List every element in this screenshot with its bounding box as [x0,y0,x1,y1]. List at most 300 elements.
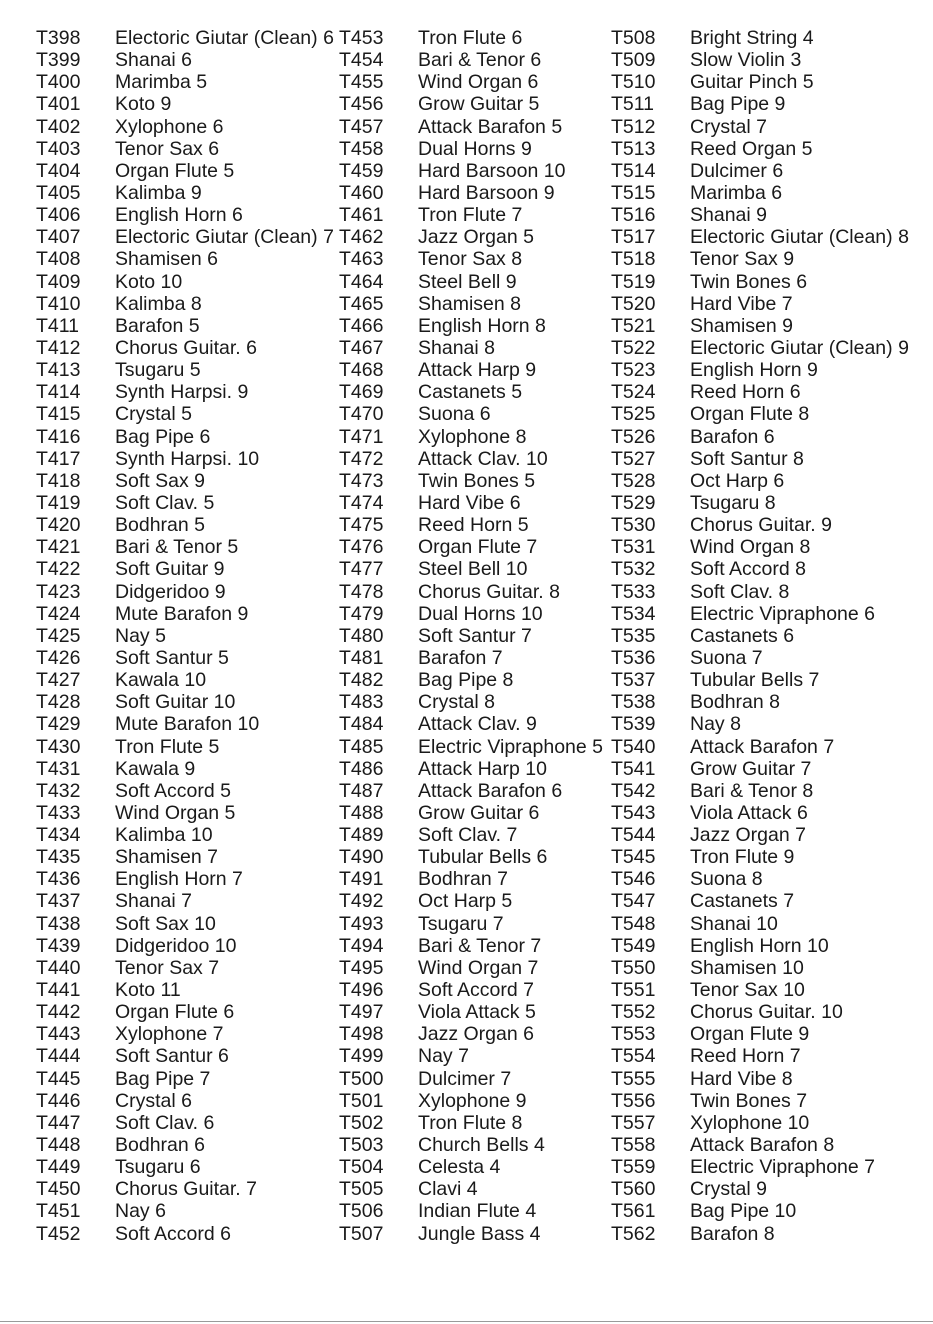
tone-name: Wind Organ 5 [115,801,236,824]
tone-number: T416 [36,425,81,448]
tone-number: T403 [36,137,81,160]
tone-number: T515 [611,181,656,204]
tone-name: Viola Attack 6 [690,801,808,824]
tone-name: Chorus Guitar. 10 [690,1001,843,1024]
tone-name: Bari & Tenor 6 [418,49,542,72]
tone-number: T545 [611,846,656,869]
tone-name: Organ Flute 5 [115,159,235,182]
tone-number: T517 [611,226,656,249]
tone-number: T456 [339,93,384,116]
tone-number: T522 [611,336,656,359]
tone-name: Attack Barafon 5 [418,115,563,138]
tone-number: T432 [36,779,81,802]
tone-name: Tsugaru 8 [690,491,776,514]
tone-number: T558 [611,1134,656,1157]
tone-number: T490 [339,846,384,869]
tone-name: Steel Bell 9 [418,270,517,293]
tone-number: T446 [36,1089,81,1112]
tone-name: Tron Flute 6 [418,27,523,49]
tone-number: T519 [611,270,656,293]
tone-number: T423 [36,580,81,603]
tone-name: Jazz Organ 5 [418,226,534,249]
tone-number: T497 [339,1001,384,1024]
tone-name: Kalimba 10 [115,824,213,847]
tone-name: Soft Guitar 9 [115,558,225,581]
tone-number: T560 [611,1178,656,1201]
tone-name: Wind Organ 8 [690,536,811,559]
tone-number: T439 [36,934,81,957]
tone-number: T453 [339,27,384,49]
tone-name: Jungle Bass 4 [418,1222,541,1245]
tone-name: Jazz Organ 7 [690,824,806,847]
tone-number: T506 [339,1200,384,1223]
tone-name: Shamisen 9 [690,314,793,337]
tone-name: Barafon 8 [690,1222,775,1245]
tone-name: Steel Bell 10 [418,558,528,581]
tone-number: T507 [339,1222,384,1245]
tone-number: T418 [36,469,81,492]
tone-name: Tsugaru 5 [115,359,201,382]
tone-number: T457 [339,115,384,138]
tone-number: T475 [339,514,384,537]
tone-name: Soft Sax 10 [115,912,216,935]
tone-number: T510 [611,71,656,94]
tone-name: Bari & Tenor 8 [690,779,814,802]
tone-number: T494 [339,934,384,957]
tone-number: T480 [339,624,384,647]
tone-name: Electoric Giutar (Clean) 6 [115,27,334,49]
tone-number: T441 [36,979,81,1002]
tone-name: Twin Bones 6 [690,270,808,293]
tone-name: Soft Clav. 6 [115,1111,215,1134]
tone-number: T547 [611,890,656,913]
tone-number: T437 [36,890,81,913]
tone-name: Chorus Guitar. 8 [418,580,560,603]
tone-number: T553 [611,1023,656,1046]
tone-number: T536 [611,646,656,669]
tone-number: T406 [36,204,81,227]
tone-number: T542 [611,779,656,802]
tone-name: Crystal 6 [115,1089,192,1112]
tone-name: Soft Sax 9 [115,469,205,492]
tone-number: T561 [611,1200,656,1223]
tone-name: Hard Vibe 8 [690,1067,793,1090]
tone-name: Tron Flute 7 [418,204,523,227]
tone-number: T539 [611,713,656,736]
tone-name: Oct Harp 6 [690,469,785,492]
tone-name: English Horn 10 [690,934,829,957]
tone-name: Nay 5 [115,624,166,647]
tone-number: T478 [339,580,384,603]
tone-name: Xylophone 9 [418,1089,527,1112]
tone-number: T529 [611,491,656,514]
tone-number: T409 [36,270,81,293]
tone-name: Shanai 9 [690,204,767,227]
tone-number: T435 [36,846,81,869]
tone-name: Bag Pipe 8 [418,669,514,692]
tone-name: Shamisen 10 [690,956,804,979]
tone-number: T549 [611,934,656,957]
tone-name: Grow Guitar 5 [418,93,540,116]
tone-number: T464 [339,270,384,293]
tone-name: Xylophone 6 [115,115,224,138]
tone-name: Xylophone 8 [418,425,527,448]
tone-name: Guitar Pinch 5 [690,71,814,94]
tone-number: T511 [611,93,654,116]
tone-name: Organ Flute 7 [418,536,538,559]
tone-name: Tenor Sax 9 [690,248,795,271]
tone-name: Reed Horn 5 [418,514,529,537]
tone-number: T479 [339,602,384,625]
tone-name: Soft Accord 8 [690,558,806,581]
tone-name: Jazz Organ 6 [418,1023,534,1046]
tone-name: Soft Clav. 8 [690,580,790,603]
tone-number: T429 [36,713,81,736]
tone-number: T534 [611,602,656,625]
tone-number: T461 [339,204,384,227]
tone-name: English Horn 6 [115,204,243,227]
tone-name: Crystal 9 [690,1178,767,1201]
tone-number: T454 [339,49,384,72]
tone-number: T485 [339,735,384,758]
tone-number: T414 [36,381,81,404]
tone-number: T448 [36,1134,81,1157]
tone-name: Shamisen 6 [115,248,218,271]
tone-name: Indian Flute 4 [418,1200,537,1223]
tone-name: Celesta 4 [418,1156,501,1179]
tone-number: T399 [36,49,81,72]
tone-name: Attack Clav. 10 [418,447,548,470]
tone-name: Castanets 6 [690,624,795,647]
tone-name: Suona 7 [690,646,763,669]
tone-name: English Horn 8 [418,314,546,337]
tone-number: T400 [36,71,81,94]
tone-number: T550 [611,956,656,979]
tone-number: T562 [611,1222,656,1245]
tone-number: T535 [611,624,656,647]
tone-name: Viola Attack 5 [418,1001,536,1024]
tone-name: Church Bells 4 [418,1134,545,1157]
tone-name: Reed Organ 5 [690,137,813,160]
page-bottom-rule [0,1321,933,1322]
tone-name: Mute Barafon 9 [115,602,249,625]
tone-number: T546 [611,868,656,891]
tone-name: Soft Clav. 7 [418,824,518,847]
tone-name: Soft Clav. 5 [115,491,215,514]
tone-name: Hard Vibe 6 [418,491,521,514]
tone-number: T556 [611,1089,656,1112]
tone-name: Oct Harp 5 [418,890,513,913]
tone-name: Kawala 10 [115,669,207,692]
tone-name: Shanai 6 [115,49,192,72]
tone-name: Electoric Giutar (Clean) 7 [115,226,334,249]
tone-number: T428 [36,691,81,714]
tone-name: Twin Bones 5 [418,469,536,492]
tone-name: Barafon 5 [115,314,200,337]
tone-name: Marimba 6 [690,181,783,204]
tone-name: Tenor Sax 10 [690,979,805,1002]
tone-name: Bodhran 8 [690,691,780,714]
tone-number: T398 [36,27,81,49]
tone-number: T447 [36,1111,81,1134]
tone-name: Barafon 7 [418,646,503,669]
tone-name: Chorus Guitar. 9 [690,514,832,537]
tone-name: Soft Accord 5 [115,779,231,802]
tone-name: Bag Pipe 9 [690,93,786,116]
tone-number: T476 [339,536,384,559]
tone-number: T528 [611,469,656,492]
tone-number: T551 [611,979,656,1002]
tone-name: Suona 8 [690,868,763,891]
tone-name: Soft Accord 6 [115,1222,231,1245]
tone-name: Tsugaru 7 [418,912,504,935]
tone-number: T455 [339,71,384,94]
tone-name: Organ Flute 6 [115,1001,235,1024]
tone-name: Suona 6 [418,403,491,426]
tone-name: Electoric Giutar (Clean) 9 [690,336,909,359]
tone-number: T402 [36,115,81,138]
tone-name: Slow Violin 3 [690,49,802,72]
tone-name: Attack Harp 10 [418,757,547,780]
tone-number: T440 [36,956,81,979]
tone-name: Bag Pipe 6 [115,425,211,448]
tone-name: Kalimba 9 [115,181,202,204]
tone-name: Shanai 7 [115,890,192,913]
tone-number: T462 [339,226,384,249]
tone-number: T532 [611,558,656,581]
tone-number: T463 [339,248,384,271]
tone-number: T473 [339,469,384,492]
tone-name: Crystal 5 [115,403,192,426]
tone-name: Koto 11 [115,979,181,1002]
tone-number: T501 [339,1089,384,1112]
tone-number: T466 [339,314,384,337]
tone-name: Castanets 7 [690,890,795,913]
tone-name: Tron Flute 5 [115,735,220,758]
tone-number: T467 [339,336,384,359]
tone-number: T445 [36,1067,81,1090]
tone-number: T518 [611,248,656,271]
tone-number: T503 [339,1134,384,1157]
tone-name: Chorus Guitar. 6 [115,336,257,359]
tone-name: Wind Organ 7 [418,956,539,979]
tone-number: T419 [36,491,81,514]
tone-name: Mute Barafon 10 [115,713,260,736]
tone-number: T477 [339,558,384,581]
tone-number: T442 [36,1001,81,1024]
tone-name: Twin Bones 7 [690,1089,808,1112]
tone-name: Organ Flute 9 [690,1023,810,1046]
tone-number: T512 [611,115,656,138]
tone-number: T500 [339,1067,384,1090]
tone-number: T433 [36,801,81,824]
tone-name: Soft Guitar 10 [115,691,236,714]
tone-name: Koto 10 [115,270,183,293]
tone-name: Attack Barafon 7 [690,735,835,758]
tone-name: Soft Accord 7 [418,979,534,1002]
tone-number: T548 [611,912,656,935]
tone-number: T474 [339,491,384,514]
tone-name: Soft Santur 6 [115,1045,229,1068]
tone-name: Soft Santur 5 [115,646,229,669]
tone-name: Clavi 4 [418,1178,478,1201]
tone-name: Soft Santur 7 [418,624,532,647]
tone-number: T514 [611,159,656,182]
tone-number: T538 [611,691,656,714]
tone-name: Crystal 8 [418,691,495,714]
tone-number: T493 [339,912,384,935]
tone-name: Grow Guitar 6 [418,801,540,824]
tone-number: T486 [339,757,384,780]
tone-name: Attack Harp 9 [418,359,537,382]
tone-number: T413 [36,359,81,382]
tone-number: T509 [611,49,656,72]
tone-number: T450 [36,1178,81,1201]
tone-name: Barafon 6 [690,425,775,448]
tone-number: T449 [36,1156,81,1179]
tone-name: Nay 8 [690,713,741,736]
tone-number: T543 [611,801,656,824]
tone-name: Grow Guitar 7 [690,757,812,780]
tone-name: Electoric Giutar (Clean) 8 [690,226,909,249]
tone-name: Bright String 4 [690,27,814,49]
tone-name: Bodhran 7 [418,868,508,891]
tone-number: T452 [36,1222,81,1245]
tone-number: T443 [36,1023,81,1046]
tone-number: T405 [36,181,81,204]
tone-number: T422 [36,558,81,581]
tone-name: Bag Pipe 7 [115,1067,211,1090]
tone-number: T488 [339,801,384,824]
tone-name: Tubular Bells 7 [690,669,820,692]
tone-number: T444 [36,1045,81,1068]
tone-number: T438 [36,912,81,935]
tone-number: T470 [339,403,384,426]
tone-number: T502 [339,1111,384,1134]
tone-name: Tenor Sax 6 [115,137,220,160]
tone-number: T508 [611,27,656,49]
tone-number: T554 [611,1045,656,1068]
tone-name: Marimba 5 [115,71,208,94]
tone-number: T427 [36,669,81,692]
tone-name: Shanai 8 [418,336,495,359]
tone-number: T489 [339,824,384,847]
tone-name: Bodhran 5 [115,514,205,537]
tone-number: T411 [36,314,79,337]
tone-number: T424 [36,602,81,625]
tone-name: Synth Harpsi. 10 [115,447,260,470]
tone-name: Electric Vipraphone 6 [690,602,876,625]
tone-number: T526 [611,425,656,448]
tone-name: Didgeridoo 10 [115,934,237,957]
tone-number: T523 [611,359,656,382]
tone-number: T527 [611,447,656,470]
tone-name: Didgeridoo 9 [115,580,226,603]
tone-number: T530 [611,514,656,537]
tone-name: Tron Flute 8 [418,1111,523,1134]
tone-number: T525 [611,403,656,426]
tone-number: T555 [611,1067,656,1090]
tone-name: Attack Barafon 8 [690,1134,835,1157]
tone-name: Hard Vibe 7 [690,292,793,315]
tone-name: Hard Barsoon 10 [418,159,566,182]
tone-number: T552 [611,1001,656,1024]
tone-name: Wind Organ 6 [418,71,539,94]
tone-number: T484 [339,713,384,736]
tone-number: T410 [36,292,81,315]
tone-number: T496 [339,979,384,1002]
tone-name: Attack Clav. 9 [418,713,537,736]
tone-number: T459 [339,159,384,182]
tone-number: T481 [339,646,384,669]
tone-number: T401 [36,93,81,116]
tone-number: T492 [339,890,384,913]
tone-name: Dulcimer 7 [418,1067,512,1090]
tone-name: Crystal 7 [690,115,767,138]
tone-number: T407 [36,226,81,249]
tone-name: Kalimba 8 [115,292,202,315]
tone-name: Synth Harpsi. 9 [115,381,249,404]
tone-name: Bag Pipe 10 [690,1200,797,1223]
tone-number: T468 [339,359,384,382]
tone-number: T420 [36,514,81,537]
tone-name: Shamisen 8 [418,292,521,315]
tone-name: Tsugaru 6 [115,1156,201,1179]
tone-name: Reed Horn 6 [690,381,801,404]
tone-number: T521 [611,314,656,337]
tone-number: T465 [339,292,384,315]
tone-number: T533 [611,580,656,603]
tone-number: T487 [339,779,384,802]
tone-name: Bodhran 6 [115,1134,205,1157]
tone-number: T513 [611,137,656,160]
tone-number: T541 [611,757,656,780]
tone-name: Dulcimer 6 [690,159,784,182]
tone-number: T540 [611,735,656,758]
tone-name: Tenor Sax 7 [115,956,220,979]
tone-name: Electric Vipraphone 7 [690,1156,876,1179]
tone-number: T524 [611,381,656,404]
tone-number: T404 [36,159,81,182]
tone-name: Shanai 10 [690,912,778,935]
tone-name: Bari & Tenor 5 [115,536,239,559]
tone-number: T469 [339,381,384,404]
tone-number: T430 [36,735,81,758]
tone-name: Nay 6 [115,1200,166,1223]
tone-name: Nay 7 [418,1045,469,1068]
tone-number: T425 [36,624,81,647]
tone-number: T495 [339,956,384,979]
tone-number: T520 [611,292,656,315]
tone-number: T426 [36,646,81,669]
tone-name: Dual Horns 9 [418,137,532,160]
tone-name: Electric Vipraphone 5 [418,735,604,758]
tone-number: T436 [36,868,81,891]
tone-number: T544 [611,824,656,847]
tone-name: Castanets 5 [418,381,523,404]
tone-number: T434 [36,824,81,847]
tone-name: Chorus Guitar. 7 [115,1178,257,1201]
tone-name: Bari & Tenor 7 [418,934,542,957]
tone-name: Dual Horns 10 [418,602,543,625]
tone-number: T491 [339,868,384,891]
tone-number: T472 [339,447,384,470]
tone-number: T408 [36,248,81,271]
tone-name: Organ Flute 8 [690,403,810,426]
tone-number: T504 [339,1156,384,1179]
tone-name: English Horn 9 [690,359,818,382]
tone-number: T559 [611,1156,656,1179]
